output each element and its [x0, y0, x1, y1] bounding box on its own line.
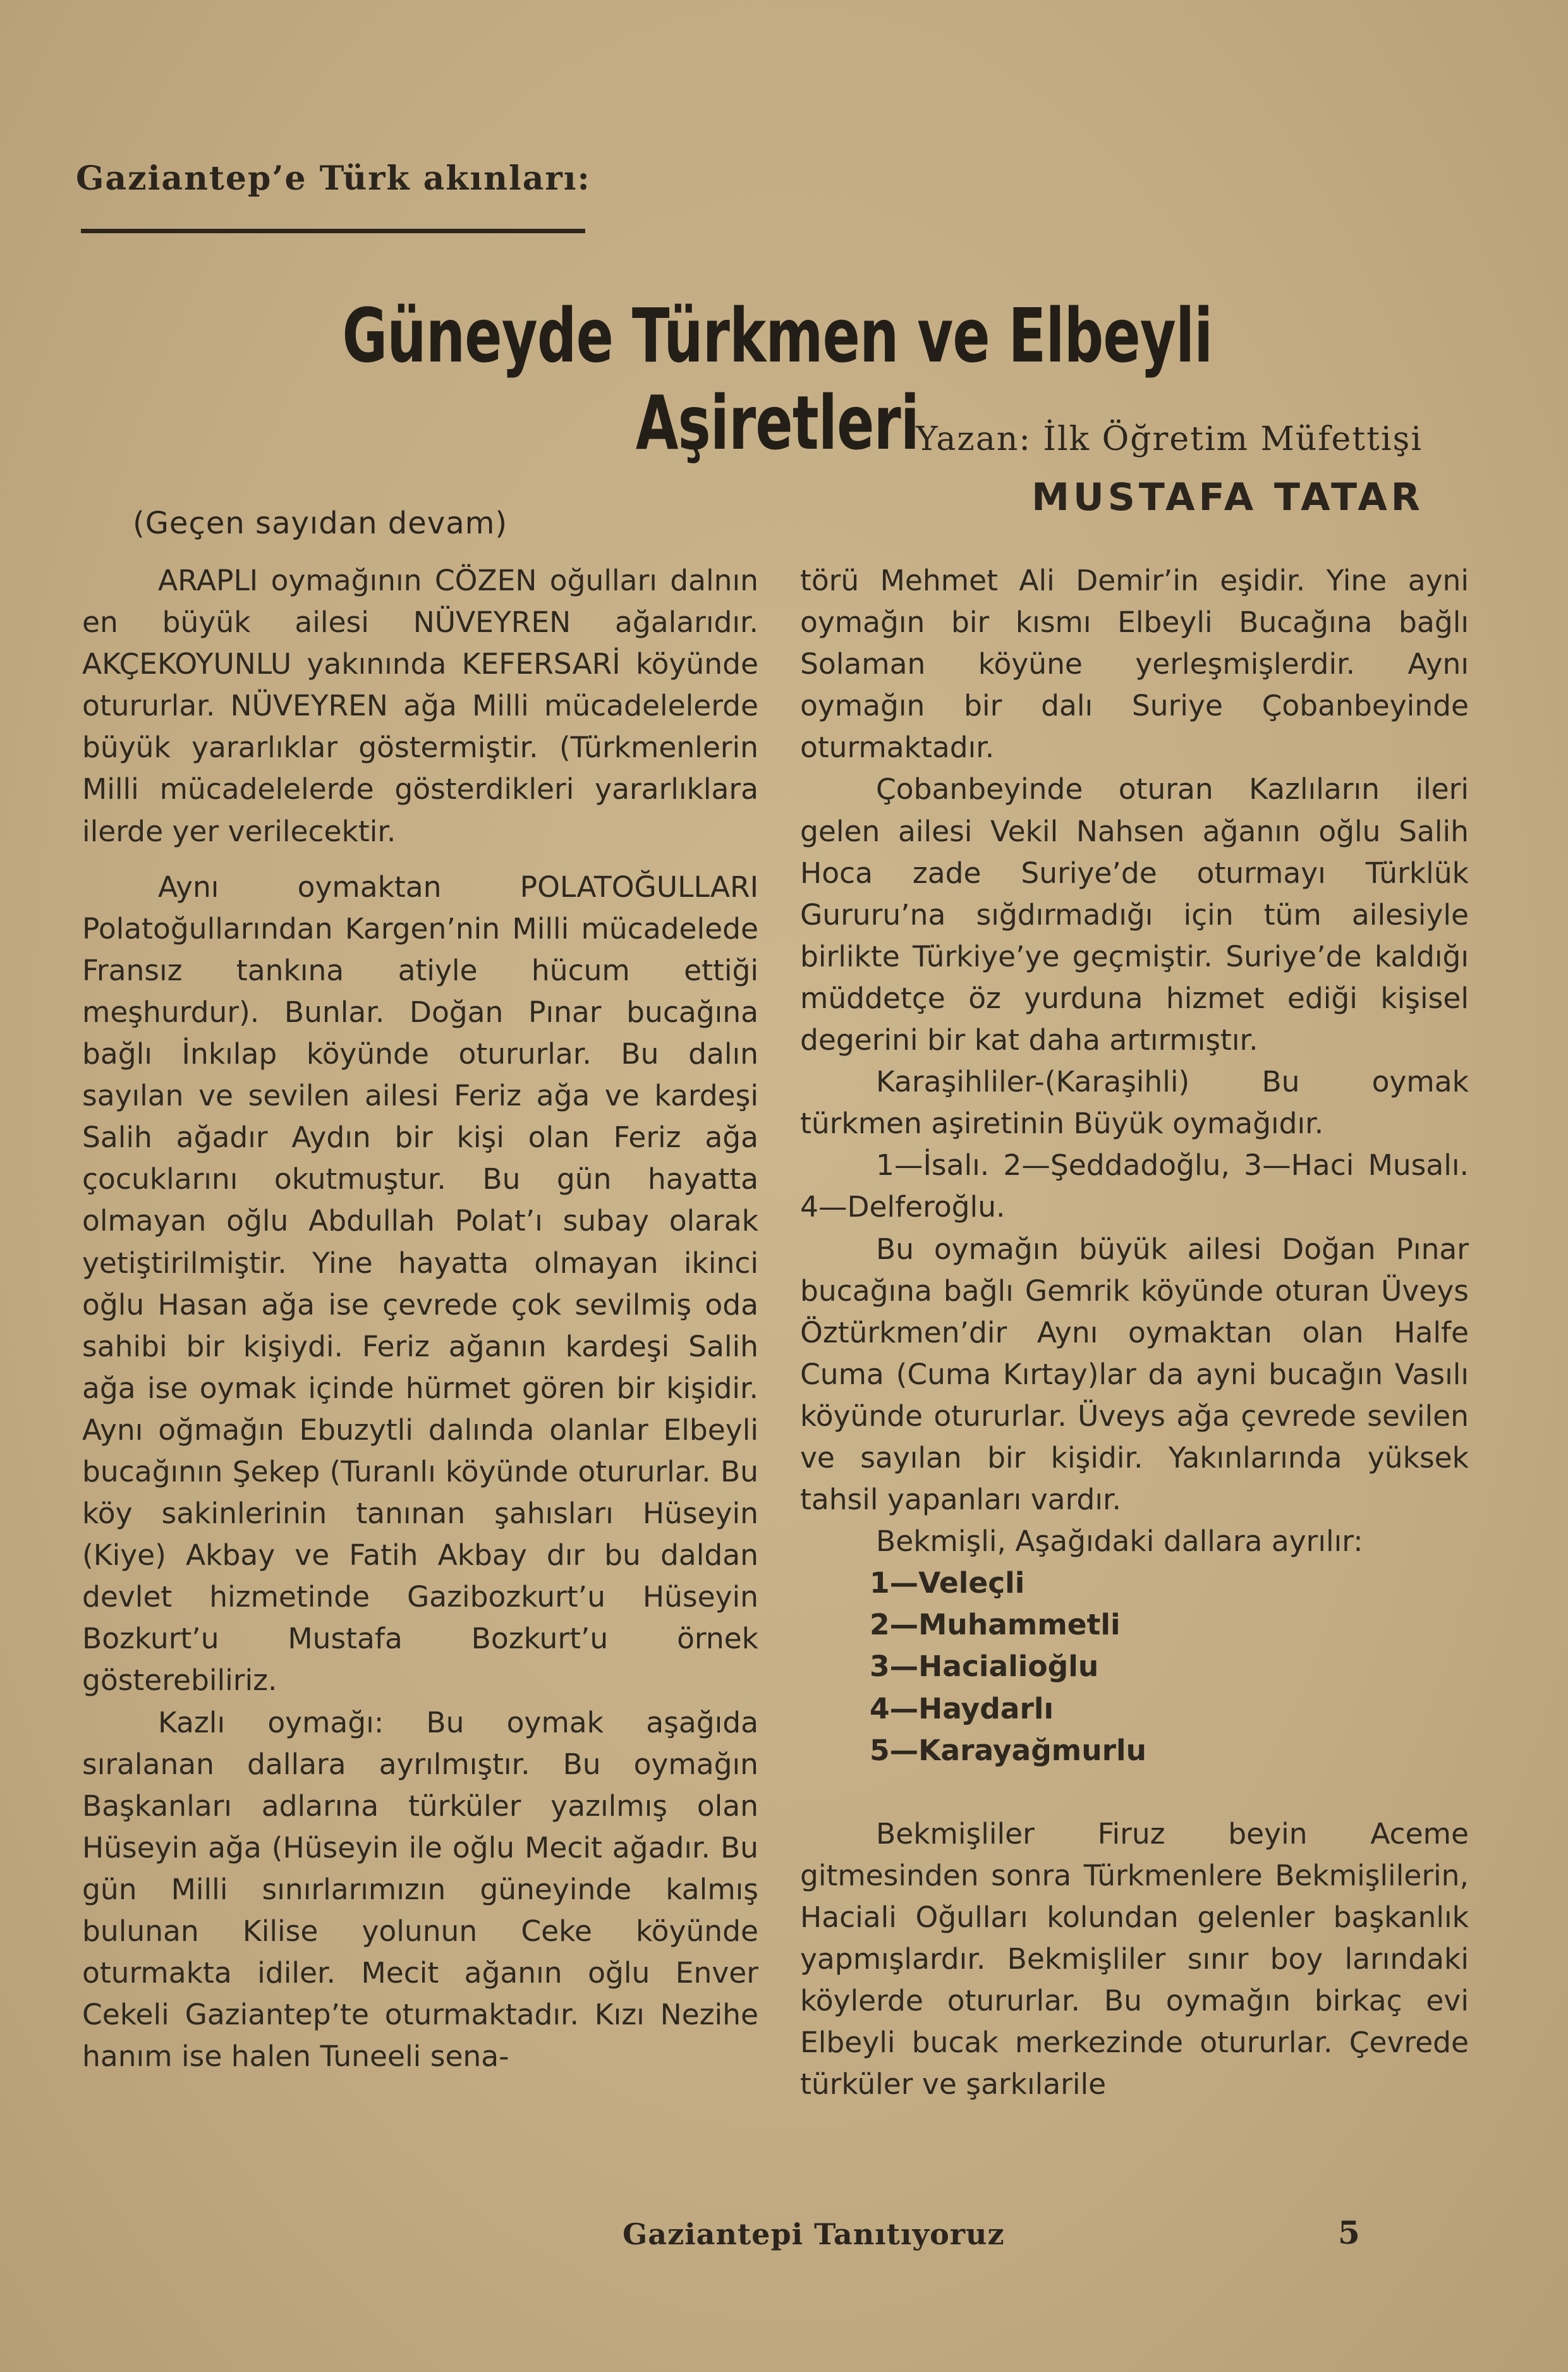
paragraph: Aynı oymaktan POLATOĞULLARI Polatoğullarından Kargen’nin Milli mücadelede Fransız tankına atiyle hücum ettiği meşhurdur). Bunlar. Doğan Pınar bucağına bağlı İnkılap köyünde otururlar. Bu dalın sayılan ve sevilen ailesi Feriz ağa ve kardeşi Salih ağadır Aydın bir kişi olan Feriz ağa çocuklarını okutmuştur. Bu gün hayatta olmayan oğlu Abdullah Polat’ı subay olarak yetiştirilmiştir. Yine hayatta olmayan ikinci oğlu Hasan ağa ise çevrede çok sevilmiş oda sahibi bir kişiydi. Feriz ağanın kardeşi Salih ağa ise oymak içinde hürmet gören bir kişidir. Aynı oğmağın Ebuzytli dalında olanlar Elbeyli bucağının Şekep (Turanlı köyünde otururlar. Bu köy sakinlerinin tanınan şahısları Hüseyin (Kiye) Akbay ve Fatih Akbay dır bu daldan devlet hizmetinde Gazibozkurt’u Hüseyin Bozkurt’u Mustafa Bozkurt’u örnek gösterebiliriz. [82, 870, 758, 1698]
paragraph: Karaşihliler-(Karaşihli) Bu oymak türkmen aşiretinin Büyük oymağıdır. [800, 1065, 1469, 1141]
continued-note: (Geçen sayıdan devam) [133, 506, 508, 541]
paragraph: Bekmişli, Aşağıdaki dallara ayrılır: [876, 1524, 1363, 1559]
branch-list [800, 1562, 1469, 1771]
list-item: 1—Veleçli [870, 1566, 1025, 1600]
list-item: 2—Muhammetli [870, 1608, 1121, 1642]
paragraph: Kazlı oymağı: Bu oymak aşağıda sıralanan dallara ayrılmıştır. Bu oymağın Başkanları adlarına türküler yazılmış olan Hüseyin ağa (Hüseyin ile oğlu Mecit ağadır. Bu gün Milli sınırlarımızın güneyinde kalmış bulunan Kilise yolunun Ceke köyünde oturmakta idiler. Mecit ağanın oğlu Enver Cekeli Gaziantep’te oturmaktadır. Kızı Nezihe hanım ise halen Tuneeli sena- [82, 1705, 758, 2074]
list-item: 4—Haydarlı [870, 1691, 1054, 1725]
article-title: Güneyde Türkmen ve Elbeyli Aşiretleri [342, 292, 1213, 466]
paragraph: Çobanbeyinde oturan Kazlıların ileri gelen ailesi Vekil Nahsen ağanın oğlu Salih Hoca zade Suriye’de oturmayı Türklük Gururu’na sığdırmadığı için tüm ailesiyle birlikte Türkiye’ye geçmiştir. Suriye’de kaldığı müddetçe öz yurduna hizmet ediği kişisel degerini bir kat daha artırmıştır. [800, 772, 1469, 1057]
header-rule [81, 229, 585, 233]
list-item: 5—Karayağmurlu [870, 1733, 1147, 1767]
paragraph: 1—İsalı. 2—Şeddadoğlu, 3—Haci Musalı. 4—Delferoğlu. [800, 1148, 1469, 1224]
left-column [82, 560, 758, 2077]
section-header: Gaziantep’e Türk akınları: [76, 159, 591, 198]
paragraph: Bu oymağın büyük ailesi Doğan Pınar bucağına bağlı Gemrik köyünde oturan Üveys Öztürkmen’dir Aynı oymaktan olan Halfe Cuma (Cuma Kırtay)lar da ayni bucağın Vasılı köyünde otururlar. Üveys ağa çevrede sevilen ve sayılan bir kişidir. Yakınlarında yüksek tahsil yapanları vardır. [800, 1232, 1469, 1517]
footer-title: Gaziantepi Tanıtıyoruz [623, 2217, 1005, 2251]
paragraph: Bekmişliler Firuz beyin Aceme gitmesinden sonra Türkmenlere Bekmişlilerin, Haciali Oğulları kolundan gelenler başkanlık yapmışlardır. Bekmişliler sınır boy larındaki köylerde otururlar. Bu oymağın birkaç evi Elbeyli bucak merkezinde otururlar. Çevrede türküler ve şarkılarile [800, 1816, 1469, 2101]
paragraph: ARAPLI oymağının CÖZEN oğulları dalnın en büyük ailesi NÜVEYREN ağalarıdır. AKÇEKOYUNLU yakınında KEFERSARİ köyünde otururlar. NÜVEYREN ağa Milli mücadelelerde büyük yararlıklar göstermiştir. (Türkmenlerin Milli mücadelelerde gösterdikleri yararlıklara ilerde yer verilecektir. [82, 564, 758, 848]
byline: Yazan: İlk Öğretim Müfettişi [916, 420, 1423, 458]
list-item: 3—Hacialioğlu [870, 1650, 1099, 1684]
paragraph: törü Mehmet Ali Demir’in eşidir. Yine ayni oymağın bir kısmı Elbeyli Bucağına bağlı Solaman köyüne yerleşmişlerdir. Aynı oymağın bir dalı Suriye Çobanbeyinde oturmaktadır. [800, 564, 1469, 765]
right-column [800, 560, 1469, 2105]
page-number: 5 [1338, 2214, 1360, 2251]
author-name: MUSTAFA TATAR [1031, 475, 1424, 520]
